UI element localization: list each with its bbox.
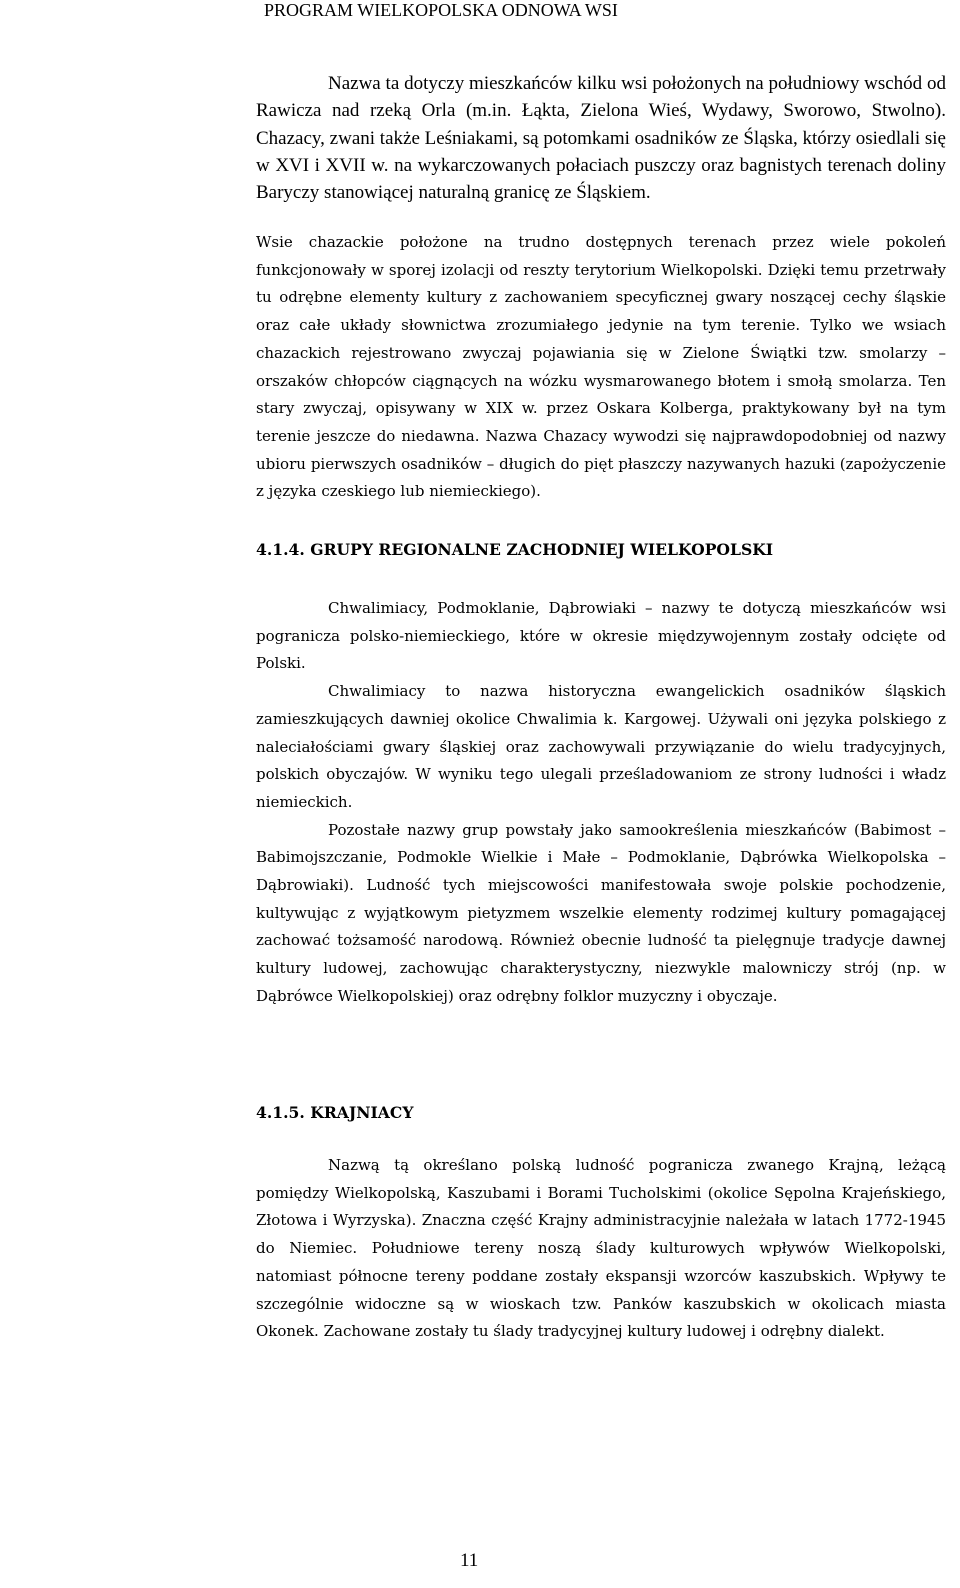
section-4-1-4-paragraph-3: Pozostałe nazwy grup powstały jako samookreślenia mieszkańców (Babimost – Babimojszczanie, Podmokle Wielkie i Małe – Podmoklanie, Dąbrówka Wielkopolska – Dąbrowiaki). Ludność tych miejscowości manifestowała swoje polskie pochodzenie, kultywując z wyjątkowym pietyzmem wszelkie elementy rodzimej kultury pomagającej zachować tożsamość narodową. Również obecnie ludność ta pielęgnuje tradycje dawnej kultury ludowej, zachowując charakterystyczny, niezwykle malowniczy strój (np. w Dąbrówce Wielkopolskiej) oraz odrębny folklor muzyczny i obyczaje. (256, 820, 946, 1005)
section-4-1-5-paragraph: Nazwą tą określano polską ludność pogranicza zwanego Krajną, leżącą pomiędzy Wielkopolską, Kaszubami i Borami Tucholskimi (okolice Sępolna Krajeńskiego, Złotowa i Wyrzyska). Znaczna część Krajny administracyjnie należała w latach 1772-1945 do Niemiec. Południowe tereny noszą ślady kulturowych wpływów Wielkopolski, natomiast północne tereny poddane zostały ekspansji wzorców kaszubskich. Wpływy te szczególnie widoczne są w wioskach tzw. Panków kaszubskich w okolicach miasta Okonek. Zachowane zostały tu ślady tradycyjnej kultury ludowej i odrębny dialekt. (256, 1156, 946, 1341)
intro-text: Nazwa ta dotyczy mieszkańców kilku wsi położonych na południowy wschód od Rawicza nad rzeką Orla (m.in. Łąkta, Zielona Wieś, Wydawy, Sworowo, Stwolno). Chazacy, zwani także Leśniakami, są potomkami osadników ze Śląska, którzy osiedlali się w XVI i XVII w. na wykarczowanych połaciach puszczy oraz bagnistych terenach doliny Baryczy stanowiącej naturalną granicę ze Śląskiem. (256, 73, 946, 204)
section-4-1-4-paragraph-2: Chwalimiacy to nazwa historyczna ewangelickich osadników śląskich zamieszkujących dawniej okolice Chwalimia k. Kargowej. Używali oni języka polskiego z naleciałościami gwary śląskiej oraz zachowywali przywiązanie do wielu tradycyjnych, polskich obyczajów. W wyniku tego ulegali prześladowaniom ze strony ludności i władz niemieckich. (256, 682, 946, 811)
section-4-1-4-paragraph-1: Chwalimiacy, Podmoklanie, Dąbrowiaki – nazwy te dotyczą mieszkańców wsi pogranicza polsko-niemieckiego, które w okresie międzywojennym zostały odcięte od Polski. (256, 599, 946, 673)
page-number: 11 (460, 1550, 479, 1571)
section-4-1-4-body (256, 595, 946, 1011)
chazacy-paragraph (256, 229, 946, 506)
running-header: PROGRAM WIELKOPOLSKA ODNOWA WSI (264, 0, 618, 20)
chazacy-text: Wsie chazackie położone na trudno dostępnych terenach przez wiele pokoleń funkcjonowały w sporej izolacji od reszty terytorium Wielkopolski. Dzięki temu przetrwały tu odrębne elementy kultury z zachowaniem specyficznej gwary noszącej cechy śląskie oraz całe układy słownictwa zrozumiałego jedynie na tym terenie. Tylko we wsiach chazackich rejestrowano zwyczaj pojawiania się w Zielone Świątki tzw. smolarzy – orszaków chłopców ciągnących na wózku wysmarowanego błotem i smołą smolarza. Ten stary zwyczaj, opisywany w XIX w. przez Oskara Kolberga, praktykowany był na tym terenie jeszcze do niedawna. Nazwa Chazacy wywodzi się najprawdopodobniej od nazwy ubioru pierwszych osadników – długich do pięt płaszczy nazywanych hazuki (zapożyczenie z języka czeskiego lub niemieckiego). (256, 233, 946, 501)
intro-paragraph (256, 70, 946, 206)
section-heading-4-1-4: 4.1.4. GRUPY REGIONALNE ZACHODNIEJ WIELKOPOLSKI (256, 540, 774, 559)
section-4-1-5-body (256, 1152, 946, 1346)
section-heading-4-1-5: 4.1.5. KRAJNIACY (256, 1103, 414, 1122)
